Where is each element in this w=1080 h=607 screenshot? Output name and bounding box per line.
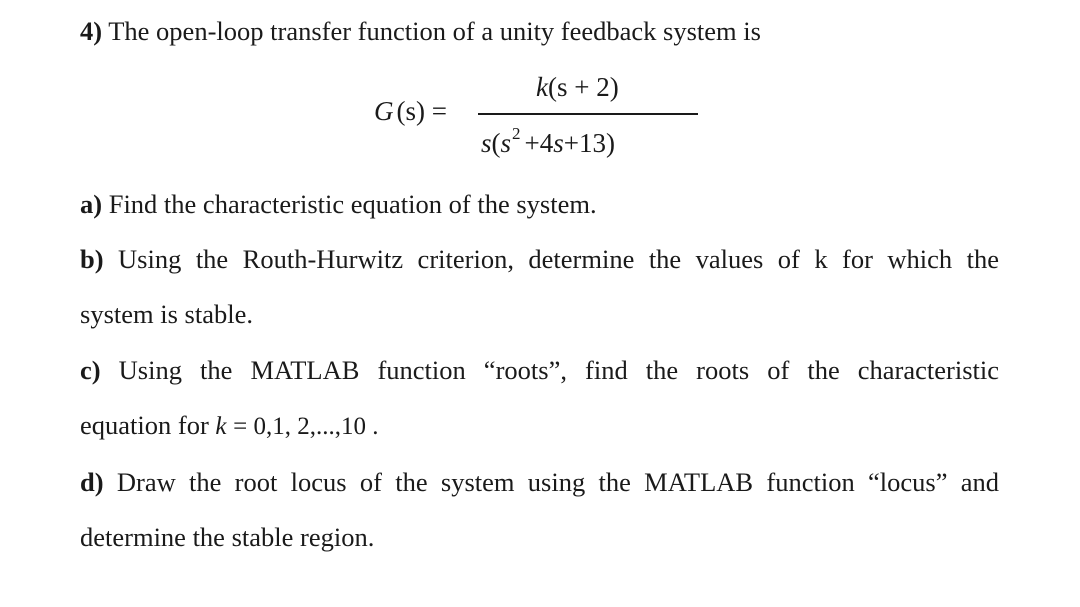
part-d-text-line-2: determine the stable region.: [80, 522, 375, 552]
part-c-text-line-1: Using the MATLAB function “roots”, find the roots of the characteristic: [118, 355, 1000, 385]
numerator-gain: k: [536, 72, 548, 102]
denominator-exponent: 2: [512, 124, 521, 143]
problem-intro: [80, 16, 761, 46]
part-a-text: Find the characteristic equation of the system.: [108, 189, 597, 219]
part-c-k-variable: k: [215, 413, 227, 440]
part-b-text-line-2: system is stable.: [80, 299, 253, 329]
part-c-label: c): [80, 355, 101, 385]
part-c-k-values: = 0,1, 2,...,10 .: [233, 413, 379, 440]
part-c-line-2: [80, 410, 379, 442]
part-b-label: b): [80, 244, 104, 274]
problem-intro-text: The open-loop transfer function of a unity feedback system is: [108, 16, 761, 46]
denominator-s-linear: s: [553, 128, 564, 158]
numerator-factor: (s + 2): [547, 72, 619, 102]
part-d-label: d): [80, 467, 104, 497]
part-c-line-1: [80, 355, 999, 385]
part-b-line-1: [80, 244, 999, 274]
part-c-text-line-2: equation for: [80, 410, 209, 440]
equation-denominator: [481, 124, 615, 162]
part-b-text-line-1: Using the Routh-Hurwitz criterion, determine the values of k for which the: [118, 244, 1000, 274]
denominator-s: s: [481, 128, 492, 158]
denominator-plus-four: +4: [524, 128, 554, 158]
part-d-line-2: [80, 522, 374, 552]
fraction-bar: [478, 113, 698, 115]
part-d-line-1: [80, 467, 999, 497]
denominator-tail: +13): [563, 128, 615, 158]
part-a: [80, 189, 597, 219]
transfer-function-symbol: G: [374, 96, 394, 126]
part-b-line-2: [80, 299, 253, 329]
transfer-function-argument: (s) =: [396, 96, 447, 126]
equation-lhs: [374, 96, 447, 126]
problem-number: 4): [80, 16, 103, 46]
denominator-open-paren: (: [491, 128, 501, 158]
part-d-text-line-1: Draw the root locus of the system using the MATLAB function “locus” and: [116, 467, 1000, 497]
equation-numerator: [536, 72, 619, 102]
part-a-label: a): [80, 189, 103, 219]
denominator-s-squared-base: s: [500, 128, 512, 158]
